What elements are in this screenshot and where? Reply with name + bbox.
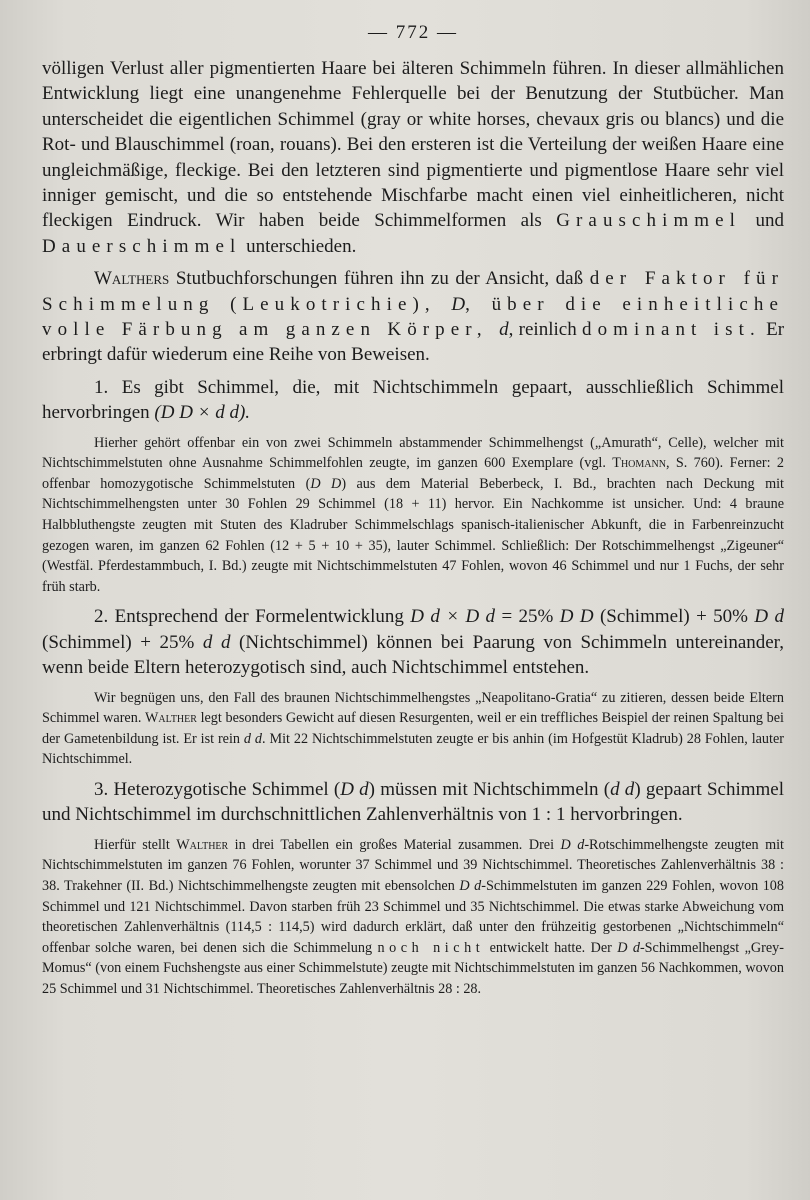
note-point-2: Wir begnügen uns, den Fall des braunen Nichtschimmelhengstes „Neapolitano-Gratia“ zu zitieren, dessen beide Eltern Schimmel waren. Walther legt besonders Gewicht auf diesen Resurgenten, weil er ein treffliches Beispiel der reinen Spaltung bei der Gametenbildung ist. Er ist rein d d. Mit 22 Nichtschimmelstuten zeugte er bis anhin (im Hofgestüt Kladrub) 28 Fohlen, lauter Nichtschimmel. [42,689,784,768]
term-grauschimmel: Grauschimmel [556,210,742,232]
point-1-heading: 1. Es gibt Schimmel, die, mit Nichtschimmeln gepaart, ausschließlich Schimmel hervorbringen (D D × d d). [42,376,784,424]
term-dauerschimmel: Dauerschimmel [42,235,242,257]
page-number: — 772 — [368,22,458,43]
note-point-3: Hierfür stellt Walther in drei Tabellen ein großes Material zusammen. Drei D d-Rotschimmelhengste zeugten mit Nichtschimmelstuten im ganzen 76 Fohlen, worunter 37 Schimmel und 39 Nichtschimmel. Theoretisches Zahlenverhältnis 38 : 38. Trakehner (II. Bd.) Nichtschimmelhengste zeugten mit ebensolchen D d-Schimmelstuten im ganzen 229 Fohlen, wovon 108 Schimmel und 121 Nichtschimmel. Davon starben früh 23 Schimmel und 35 Nichtschimmel. Die etwas starke Abweichung vom theoretischen Zahlenverhältnis (114,5 : 114,5) wird dadurch erklärt, daß unter den frühzeitig gestorbenen „Nichtschimmeln“ offenbar solche waren, bei denen sich die Schimmelung noch nicht entwickelt hatte. Der D d-Schimmelhengst „Grey-Momus“ (von einem Fuchshengste aus einer Schimmelstute) zeugte mit Nichtschimmelstuten im ganzen 56 Nachkommen, wovon 25 Schimmel und 31 Nichtschimmel. Theoretisches Zahlenverhältnis 28 : 28. [42,836,784,997]
paragraph-walther-thesis: Walthers Stutbuchforschungen führen ihn zu der Ansicht, daß der Faktor für Schimmelung (Leukotrichie), D, über die einheitliche volle Färbung am ganzen Körper, d, reinlich dominant ist. Er erbringt dafür wiederum eine Reihe von Beweisen. [42,268,785,366]
author-name: Walthers [94,268,170,290]
point-2-heading: 2. Entsprechend der Formelentwicklung D d × D d = 25% D D (Schimmel) + 50% D d (Schimmel) + 25% d d (Nichtschimmel) können bei Paarung von Schimmeln untereinander, wenn beide Eltern heterozygotisch sind, auch Nichtschimmel entstehen. [42,606,785,679]
formula: (D D × d d). [154,402,251,424]
note-point-1: Hierher gehört offenbar ein von zwei Schimmeln abstammender Schimmelhengst („Amurath“, Celle), welcher mit Nichtschimmelstuten ohne Ausnahme Schimmelfohlen zeugte, im ganzen 600 Exemplare (vgl. Thomann, S. 760). Ferner: 2 offenbar homozygotische Schimmelstuten (D D) aus dem Material Beberbeck, I. Bd., brachten nach Deckung mit Nichtschimmelhengsten unter 30 Fohlen 29 Schimmel (18 + 11) hervor. Ein Nachkomme ist unsicher. Und: 4 braune Halbbluthengste zeugten mit Stuten des Kladruber Schimmelschlags spanisch-italienischer Abkunft, die in Farbenreinzucht gezogen waren, im ganzen 62 Fohlen (12 + 5 + 10 + 35), lauter Schimmel. Schließlich: Der Rotschimmelhengst „Zigeuner“ (Westfäl. Pferdestammbuch, I. Bd.) zeugte mit Nichtschimmelstuten 47 Fohlen, wovon 46 Schimmel und nur 1 Fuchs, der sehr früh starb. [42,434,784,595]
paragraph-schimmel-types: völligen Verlust aller pigmentierten Haare bei älteren Schimmeln führen. In dieser allmählichen Entwicklung liegt eine unangenehme Fehlerquelle bei der Benutzung der Stutbücher. Man unterscheidet die eigentlichen Schimmel (gray or white horses, chevaux gris ou blancs) und die Rot- und Blauschimmel (roan, rouans). Bei den ersteren ist die Verteilung der weißen Haare eine ungleichmäßige, fleckige. Bei den letzteren sind pigmentierte und pigmentlose Haare sehr viel inniger gemischt, und die so entstehende Mischfarbe macht einen viel einheitlicheren, nicht fleckigen Eindruck. Wir haben beide Schimmelformen als Grauschimmel und Dauerschimmel unterschieden. [42,58,784,257]
author-name: Thomann [612,455,666,472]
author-name: Walther [145,710,197,727]
author-name: Walther [176,836,229,853]
point-3-heading: 3. Heterozygotische Schimmel (D d) müssen mit Nichtschimmeln (d d) gepaart Schimmel und Nichtschimmel im durchschnittlichen Zahlenverhältnis von 1 : 1 hervorbringen. [42,779,785,826]
